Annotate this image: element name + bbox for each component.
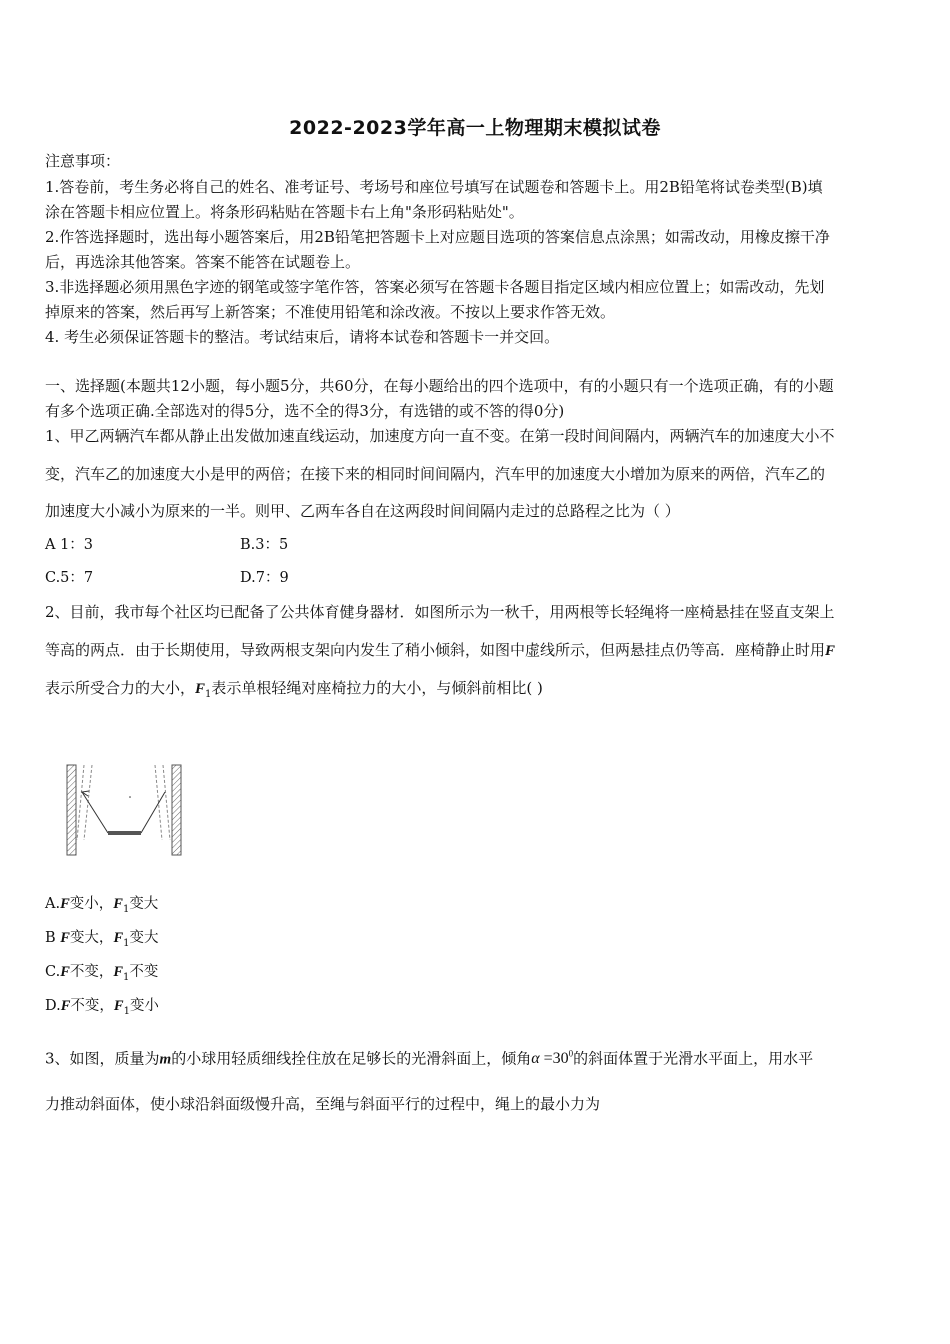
- notice-line: 掉原来的答案，然后再写上新答案；不准使用铅笔和涂改液。不按以上要求作答无效。: [45, 303, 616, 321]
- section-heading-line: 一、选择题(本题共12小题，每小题5分，共60分，在每小题给出的四个选项中，有的小题只有一个选项正确，有的小题: [45, 377, 834, 395]
- symbol-m: m: [159, 1051, 172, 1068]
- symbol-F1: F: [195, 681, 206, 697]
- question-2-option-d: D.F不变，$F_1$变小: [45, 998, 159, 1017]
- question-1-option-d: D.7：9: [240, 570, 289, 586]
- question-2-line: 等高的两点．由于长期使用，导致两根支架向内发生了稍小倾斜，如图中虚线所示，但两悬挂点仍等高．座椅静止时用F: [45, 641, 836, 659]
- question-1-line: 加速度大小减小为原来的一半。则甲、乙两车各自在这两段时间间隔内走过的总路程之比为（ ）: [45, 502, 680, 520]
- swing-figure: [62, 760, 187, 864]
- page-title: 2022-2023学年高一上物理期末模拟试卷: [289, 117, 661, 139]
- notice-line: 4. 考生必须保证答题卡的整洁。考试结束后，请将本试卷和答题卡一并交回。: [45, 328, 560, 346]
- question-3-line: 3、如图，质量为m的小球用轻质细线拴住放在足够长的光滑斜面上，倾角$\alpha =30^0$的斜面体置于光滑水平面上，用水平: [45, 1049, 814, 1068]
- notice-line: 涂在答题卡相应位置上。将条形码粘贴在答题卡右上角"条形码粘贴处"。: [45, 203, 524, 221]
- question-2-line: 2、目前，我市每个社区均已配备了公共体育健身器材．如图所示为一秋千，用两根等长轻绳将一座椅悬挂在竖直支架上: [45, 603, 835, 621]
- section-heading-line: 有多个选项正确.全部选对的得5分，选不全的得3分，有选错的或不答的得0分): [45, 402, 565, 420]
- question-1-option-b: B.3：5: [240, 537, 289, 553]
- symbol-F: F: [825, 643, 836, 659]
- question-2-option-b: B F变大，$F_1$变大: [45, 930, 159, 949]
- notice-line: 3.非选择题必须用黑色字迹的钢笔或签字笔作答，答案必须写在答题卡各题目指定区域内相应位置上；如需改动，先划: [45, 278, 825, 296]
- question-2-option-c: C.F不变，$F_1$不变: [45, 964, 159, 983]
- question-1-option-c: C.5：7: [45, 570, 94, 586]
- question-1-option-a: A 1：3: [45, 537, 94, 553]
- notice-heading: 注意事项：: [45, 152, 121, 170]
- question-1-line: 1、甲乙两辆汽车都从静止出发做加速直线运动，加速度方向一直不变。在第一段时间间隔内，两辆汽车的加速度大小不: [45, 427, 835, 445]
- notice-line: 后，再选涂其他答案。答案不能答在试题卷上。: [45, 253, 361, 271]
- question-1-line: 变，汽车乙的加速度大小是甲的两倍；在接下来的相同时间间隔内，汽车甲的加速度大小增加为原来的两倍，汽车乙的: [45, 465, 826, 483]
- question-2-option-a: A.F变小，$F_1$变大: [45, 896, 159, 915]
- question-3-line: 力推动斜面体，使小球沿斜面级慢升高，至绳与斜面平行的过程中，绳上的最小力为: [45, 1095, 601, 1113]
- notice-line: 1.答卷前，考生务必将自己的姓名、准考证号、考场号和座位号填写在试题卷和答题卡上。用2B铅笔将试卷类型(B)填: [45, 178, 823, 196]
- question-2-line: 表示所受合力的大小，$F_1$表示单根轻绳对座椅拉力的大小，与倾斜前相比( ): [45, 679, 543, 700]
- angle-formula: $\alpha =30^0$: [531, 1049, 574, 1068]
- notice-line: 2.作答选择题时，选出每小题答案后，用2B铅笔把答题卡上对应题目选项的答案信息点涂黑；如需改动，用橡皮擦干净: [45, 228, 830, 246]
